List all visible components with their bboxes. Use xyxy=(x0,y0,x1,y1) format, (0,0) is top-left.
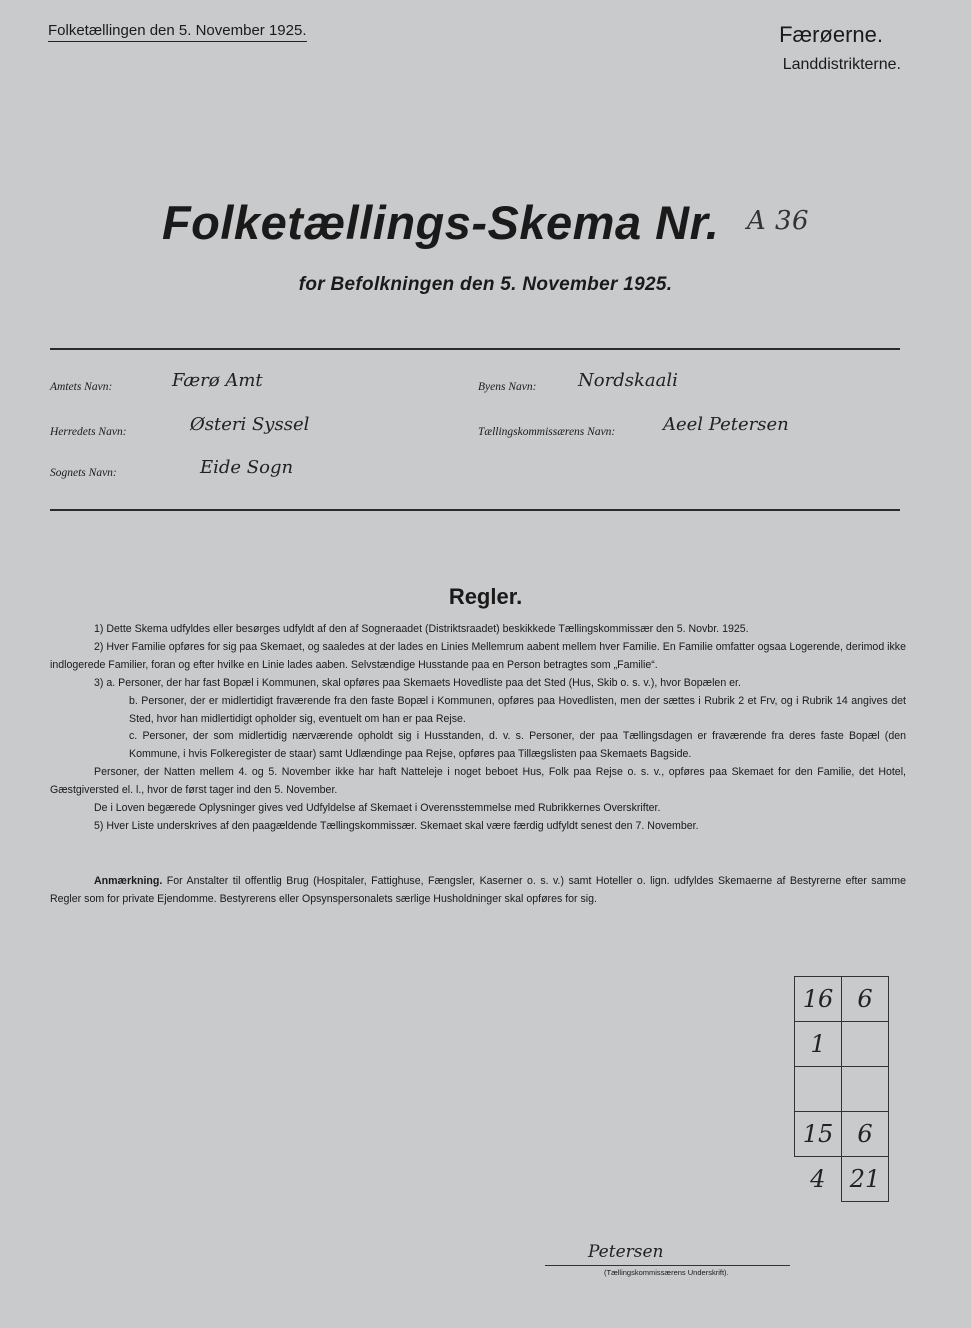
count-cell: 6 xyxy=(842,1112,889,1157)
count-cell: 21 xyxy=(842,1157,889,1202)
count-row-total xyxy=(795,1157,889,1202)
remark xyxy=(50,872,906,908)
count-cell xyxy=(842,1022,889,1067)
form-title xyxy=(0,195,971,250)
rule-1: 1) Dette Skema udfyldes eller besørges udfyldt af den af Sogneraadet (Distriktsraadet) beskikkede Tællingskommissær den 5. Novbr. 1925. xyxy=(94,623,749,635)
herred-value: Østeri Syssel xyxy=(190,414,310,435)
census-date-header: Folketællingen den 5. November 1925. xyxy=(48,22,307,42)
rule-5: 5) Hver Liste underskrives af den paagældende Tællingskommissær. Skemaet skal være færdig udfyldt senest den 7. November. xyxy=(94,819,699,832)
herred-label: Herredets Navn: xyxy=(50,426,127,438)
divider-bottom xyxy=(50,509,900,511)
count-cell: 4 xyxy=(810,1165,826,1194)
count-row xyxy=(795,1067,889,1112)
signature-label: (Tællingskommissærens Underskrift). xyxy=(604,1268,729,1277)
sogn-value: Eide Sogn xyxy=(200,457,294,478)
signature-line xyxy=(545,1265,790,1266)
kommissaer-value: Aeel Petersen xyxy=(663,414,789,435)
region-header: Færøerne. xyxy=(779,22,883,47)
remark-text: For Anstalter til offentlig Brug (Hospitaler, Fattighuse, Fængsler, Kaserner o. s. v.) samt Hoteller o. lign. udfyldes Skemaerne af Bestyrerne efter samme Regler som for private Ejendomme. Bestyrerens eller Opsynspersonalets særlige Husholdninger skal opføres for sig. xyxy=(50,875,906,905)
count-row xyxy=(795,1022,889,1067)
divider-top xyxy=(50,348,900,350)
count-cell: 6 xyxy=(842,977,889,1022)
rule-3a: 3) a. Personer, der har fast Bopæl i Kommunen, skal opføres paa Skemaets Hovedliste paa det Sted (Hus, Skib o. s. v.), hvor Bopælen er. xyxy=(94,676,741,689)
byen-label: Byens Navn: xyxy=(478,381,537,393)
count-cell: 16 xyxy=(795,977,842,1022)
form-title-text: Folketællings-Skema Nr. xyxy=(161,196,720,249)
rules-heading: Regler. xyxy=(448,584,523,609)
rule-3c: c. Personer, der som midlertidig nærværende opholdt sig i Husstanden, d. v. s. Personer, der paa Tællingsdagen er fraværende fra deres faste Bopæl (den Kommune, i hvis Folkeregister de staar) samt Udlændinge paa Rejse, opføres paa Tillægslisten paa Skemaets Bagside. xyxy=(129,730,906,761)
amt-value: Færø Amt xyxy=(172,370,263,391)
rules-list xyxy=(50,621,906,836)
count-table xyxy=(794,976,889,1202)
district-header: Landdistrikterne. xyxy=(782,56,901,73)
kommissaer-label: Tællingskommissærens Navn: xyxy=(478,426,616,438)
remark-label: Anmærkning. xyxy=(94,875,163,887)
count-row xyxy=(795,977,889,1022)
count-cell xyxy=(842,1067,889,1112)
amt-label: Amtets Navn: xyxy=(50,381,113,393)
rule-4: De i Loven begærede Oplysninger gives ved Udfyldelse af Skemaet i Overensstemmelse med Rubrikkernes Overskrifter. xyxy=(94,802,661,815)
count-cell: 1 xyxy=(795,1022,842,1067)
count-cell: 15 xyxy=(795,1112,842,1157)
byen-value: Nordskaali xyxy=(578,370,678,391)
form-subtitle: for Befolkningen den 5. November 1925. xyxy=(298,274,673,295)
signature-handwritten: Petersen xyxy=(588,1242,664,1262)
rule-3d: Personer, der Natten mellem 4. og 5. November ikke har haft Natteleje i noget beboet Hus, Folk paa Rejse o. s. v., opføres paa Skemaet for den Familie, det Hotel, Gæstgiversted el. l., hvor de først tager ind den 5. November. xyxy=(50,766,906,797)
rule-3b: b. Personer, der er midlertidigt fraværende fra den faste Bopæl i Kommunen, opføres paa Hovedlisten, men der sættes i Rubrik 2 et Frv, og i Rubrik 14 angives det Sted, hvor han midlertidigt opholder sig, eventuelt om han er paa Rejse. xyxy=(129,694,906,725)
count-cell xyxy=(795,1067,842,1112)
sogn-label: Sognets Navn: xyxy=(50,467,117,479)
form-number-handwritten: A 36 xyxy=(746,206,810,236)
rule-2: 2) Hver Familie opføres for sig paa Skemaet, og saaledes at der lades en Linies Mellemrum aabent mellem hver Familie. En Familie omfatter ogsaa Logerende, derimod ikke indlogerede Familier, foran og efter hvilke en Linie lades aaben. Selvstændige Husstande paa en Person betragtes som „Familie“. xyxy=(50,640,906,671)
count-row xyxy=(795,1112,889,1157)
